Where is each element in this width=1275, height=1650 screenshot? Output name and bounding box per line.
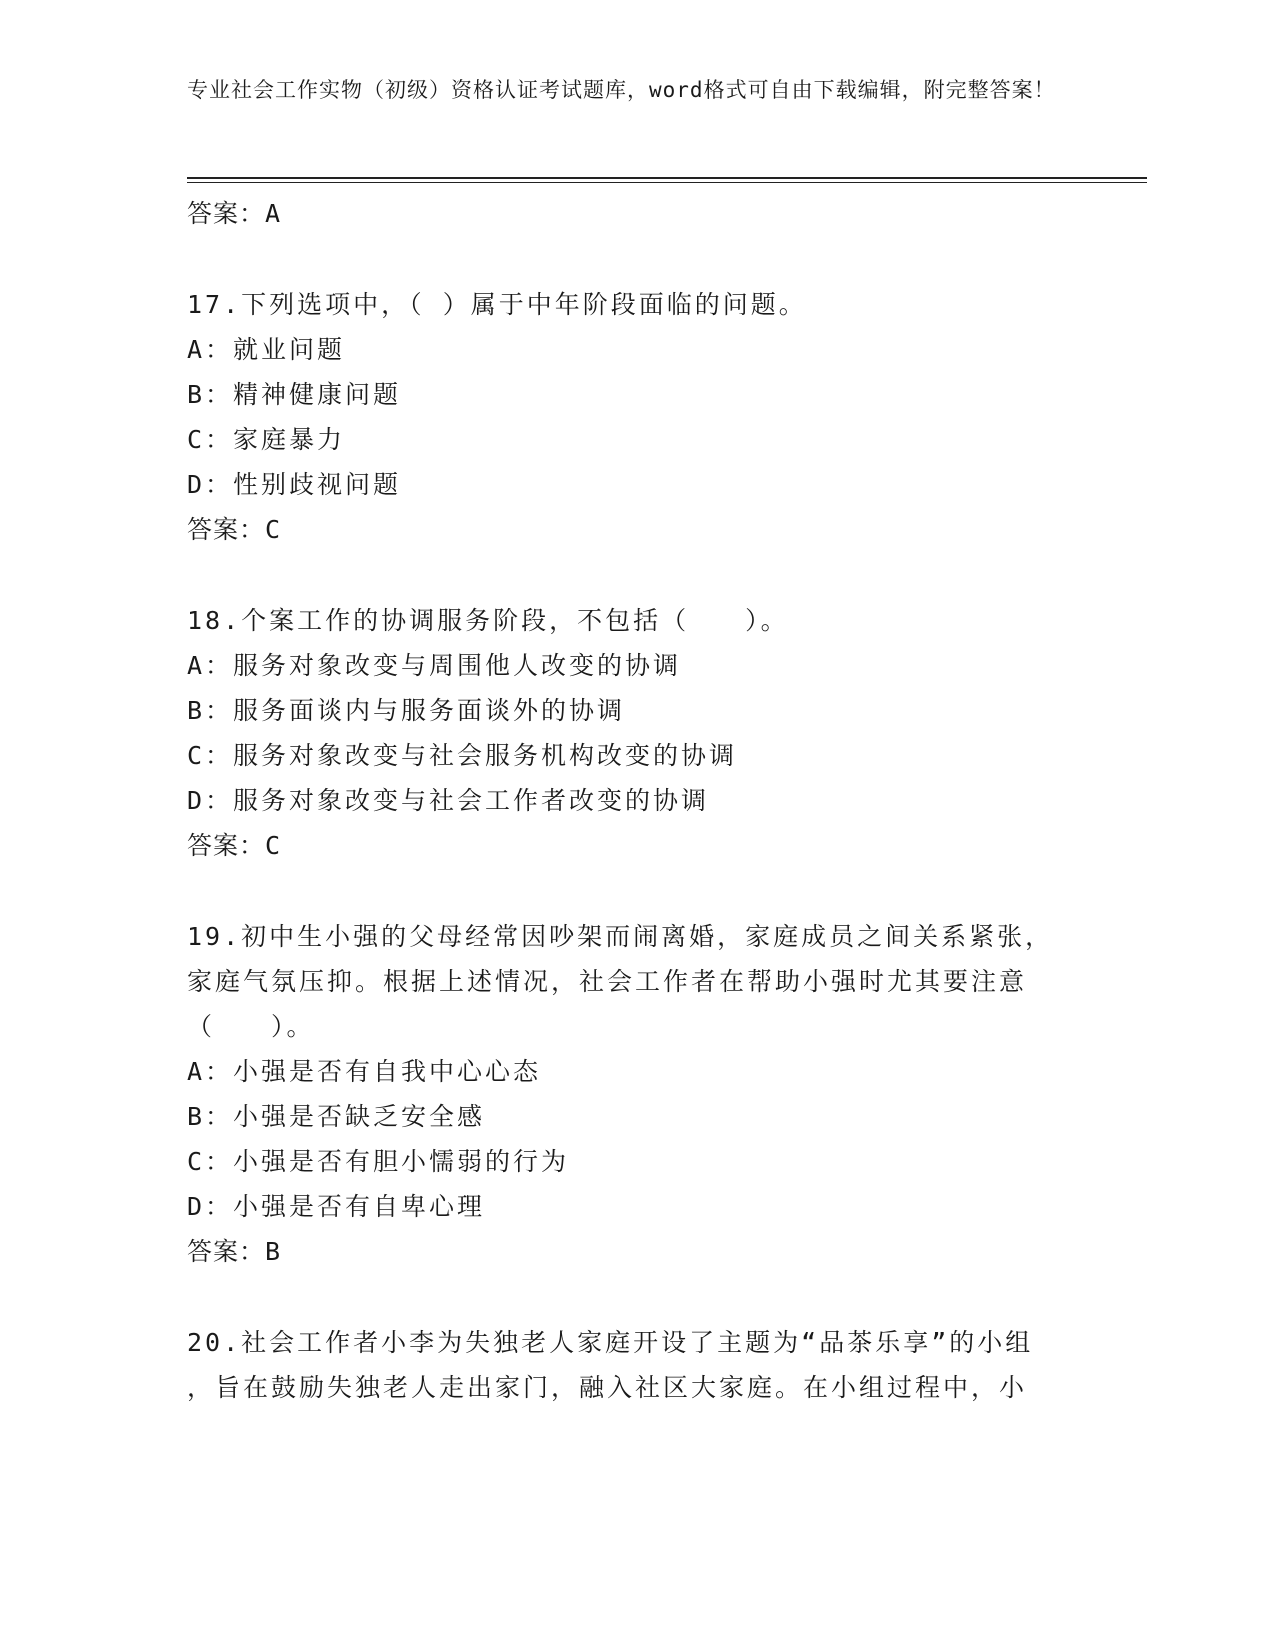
- option-b: B：小强是否缺乏安全感: [187, 1102, 486, 1131]
- question-stem-line-2: ，旨在鼓励失独老人走出家门，融入社区大家庭。在小组过程中，小: [187, 1373, 1028, 1402]
- option-c: C：服务对象改变与社会服务机构改变的协调: [187, 741, 738, 770]
- document-header: 专业社会工作实物（初级）资格认证考试题库，word格式可自由下载编辑，附完整答案！: [187, 78, 1056, 102]
- header-rule-thick: [187, 177, 1147, 179]
- answer-line: 答案：A: [187, 199, 282, 228]
- question-stem-line-2: 家庭气氛压抑。根据上述情况，社会工作者在帮助小强时尤其要注意: [187, 967, 1028, 996]
- answer-line: 答案：C: [187, 831, 282, 860]
- question-stem-line-3: （ ）。: [187, 1012, 315, 1041]
- question-list: [187, 191, 1077, 1410]
- answer-line: 答案：B: [187, 1237, 282, 1266]
- header-rule-thin: [187, 182, 1147, 183]
- option-c: C：家庭暴力: [187, 425, 346, 454]
- option-d: D：性别歧视问题: [187, 470, 402, 499]
- question-18: [187, 598, 1077, 868]
- option-b: B：服务面谈内与服务面谈外的协调: [187, 696, 626, 725]
- question-stem-line-1: 20.社会工作者小李为失独老人家庭开设了主题为“品茶乐享”的小组: [187, 1328, 1034, 1357]
- option-a: A：小强是否有自我中心心态: [187, 1057, 542, 1086]
- question-stem-line-1: 19.初中生小强的父母经常因吵架而闹离婚，家庭成员之间关系紧张，: [187, 922, 1054, 951]
- option-a: A：就业问题: [187, 335, 346, 364]
- question-stem: 17.下列选项中，（ ）属于中年阶段面临的问题。: [187, 290, 807, 319]
- question-stem: 18.个案工作的协调服务阶段，不包括（ ）。: [187, 606, 789, 635]
- question-20: [187, 1320, 1077, 1410]
- question-17: [187, 282, 1077, 552]
- question-19: [187, 914, 1077, 1274]
- option-d: D：小强是否有自卑心理: [187, 1192, 486, 1221]
- option-a: A：服务对象改变与周围他人改变的协调: [187, 651, 682, 680]
- option-c: C：小强是否有胆小懦弱的行为: [187, 1147, 570, 1176]
- option-b: B：精神健康问题: [187, 380, 402, 409]
- answer-line: 答案：C: [187, 515, 282, 544]
- option-d: D：服务对象改变与社会工作者改变的协调: [187, 786, 710, 815]
